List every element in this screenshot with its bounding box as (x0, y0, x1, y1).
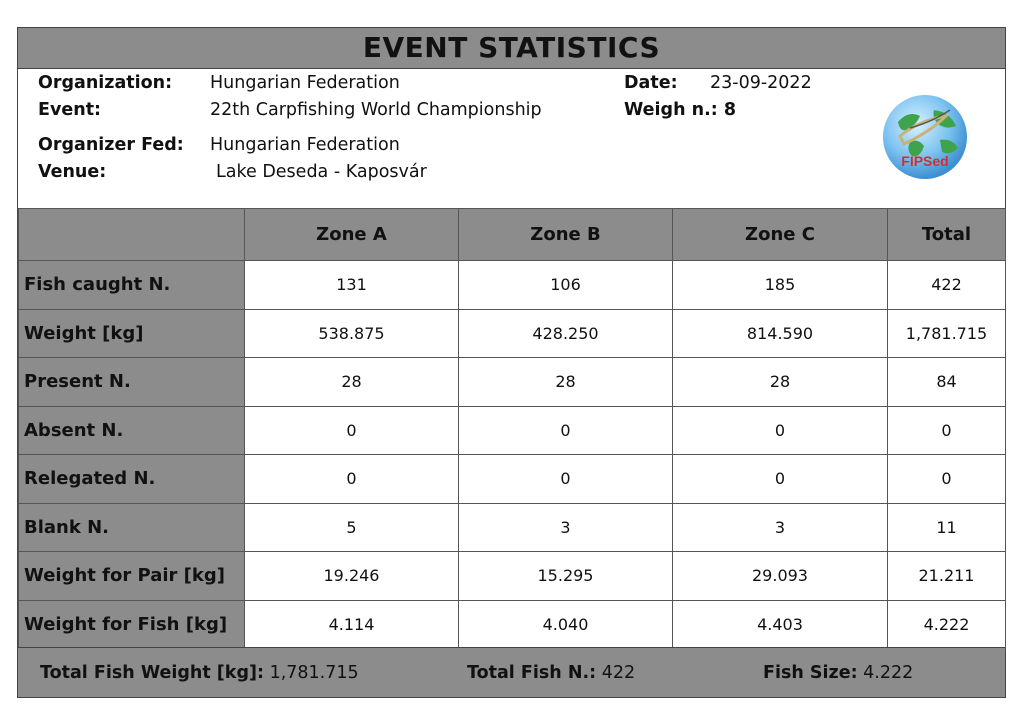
cell-value: 106 (459, 261, 673, 310)
cell-value: 0 (459, 455, 673, 504)
organization-value: Hungarian Federation (210, 73, 400, 93)
row-label: Fish caught N. (19, 261, 245, 310)
table-row (19, 261, 1006, 310)
statistics-table (18, 208, 1006, 649)
total-fish-weight-value: 1,781.715 (269, 663, 359, 683)
row-label: Weight for Pair [kg] (19, 552, 245, 601)
row-label: Weight for Fish [kg] (19, 600, 245, 649)
cell-total: 21.211 (888, 552, 1006, 601)
fipsed-logo-icon (880, 92, 970, 182)
table-header-row (19, 209, 1006, 261)
organizer-label: Organizer Fed: (38, 135, 184, 155)
cell-value: 4.403 (673, 600, 888, 649)
cell-total: 0 (888, 455, 1006, 504)
event-label: Event: (38, 100, 102, 120)
total-fish-weight (40, 663, 359, 683)
cell-value: 4.114 (245, 600, 459, 649)
cell-value: 814.590 (673, 309, 888, 358)
cell-total: 0 (888, 406, 1006, 455)
cell-value: 538.875 (245, 309, 459, 358)
cell-value: 5 (245, 503, 459, 552)
cell-value: 131 (245, 261, 459, 310)
cell-value: 0 (673, 406, 888, 455)
total-fish-number-value: 422 (601, 663, 636, 683)
fish-size (763, 663, 913, 683)
cell-value: 0 (245, 455, 459, 504)
venue-value: Lake Deseda - Kaposvár (216, 162, 427, 182)
venue-label: Venue: (38, 162, 107, 182)
organization-label: Organization: (38, 73, 173, 93)
page-title: EVENT STATISTICS (18, 28, 1005, 69)
cell-value: 185 (673, 261, 888, 310)
cell-total: 84 (888, 358, 1006, 407)
cell-value: 28 (245, 358, 459, 407)
cell-value: 428.250 (459, 309, 673, 358)
header-zone-b: Zone B (459, 209, 673, 261)
header-corner (19, 209, 245, 261)
summary-footer (18, 647, 1005, 697)
row-label: Absent N. (19, 406, 245, 455)
cell-total: 422 (888, 261, 1006, 310)
total-fish-weight-label: Total Fish Weight [kg]: (40, 663, 264, 683)
header-zone-c: Zone C (673, 209, 888, 261)
table-row (19, 358, 1006, 407)
table-row (19, 455, 1006, 504)
cell-value: 29.093 (673, 552, 888, 601)
total-fish-number-label: Total Fish N.: (467, 663, 597, 683)
event-value: 22th Carpfishing World Championship (210, 100, 542, 120)
total-fish-number (467, 663, 635, 683)
table-row (19, 552, 1006, 601)
table-row (19, 600, 1006, 649)
header-zone-a: Zone A (245, 209, 459, 261)
cell-value: 19.246 (245, 552, 459, 601)
fish-size-label: Fish Size: (763, 663, 858, 683)
cell-value: 28 (459, 358, 673, 407)
cell-value: 0 (245, 406, 459, 455)
row-label: Relegated N. (19, 455, 245, 504)
date-value: 23-09-2022 (710, 73, 812, 93)
row-label: Weight [kg] (19, 309, 245, 358)
cell-value: 0 (673, 455, 888, 504)
cell-total: 11 (888, 503, 1006, 552)
cell-value: 0 (459, 406, 673, 455)
logo-text: FIPSed (901, 153, 949, 169)
cell-total: 4.222 (888, 600, 1006, 649)
date-label: Date: (624, 73, 678, 93)
cell-value: 4.040 (459, 600, 673, 649)
cell-value: 15.295 (459, 552, 673, 601)
header-total: Total (888, 209, 1006, 261)
table-row (19, 503, 1006, 552)
organizer-value: Hungarian Federation (210, 135, 400, 155)
weigh-number: Weigh n.: 8 (624, 100, 736, 120)
cell-total: 1,781.715 (888, 309, 1006, 358)
cell-value: 3 (459, 503, 673, 552)
cell-value: 3 (673, 503, 888, 552)
cell-value: 28 (673, 358, 888, 407)
row-label: Blank N. (19, 503, 245, 552)
fish-size-value: 4.222 (863, 663, 914, 683)
table-row (19, 309, 1006, 358)
table-row (19, 406, 1006, 455)
event-statistics-sheet (17, 27, 1006, 698)
row-label: Present N. (19, 358, 245, 407)
